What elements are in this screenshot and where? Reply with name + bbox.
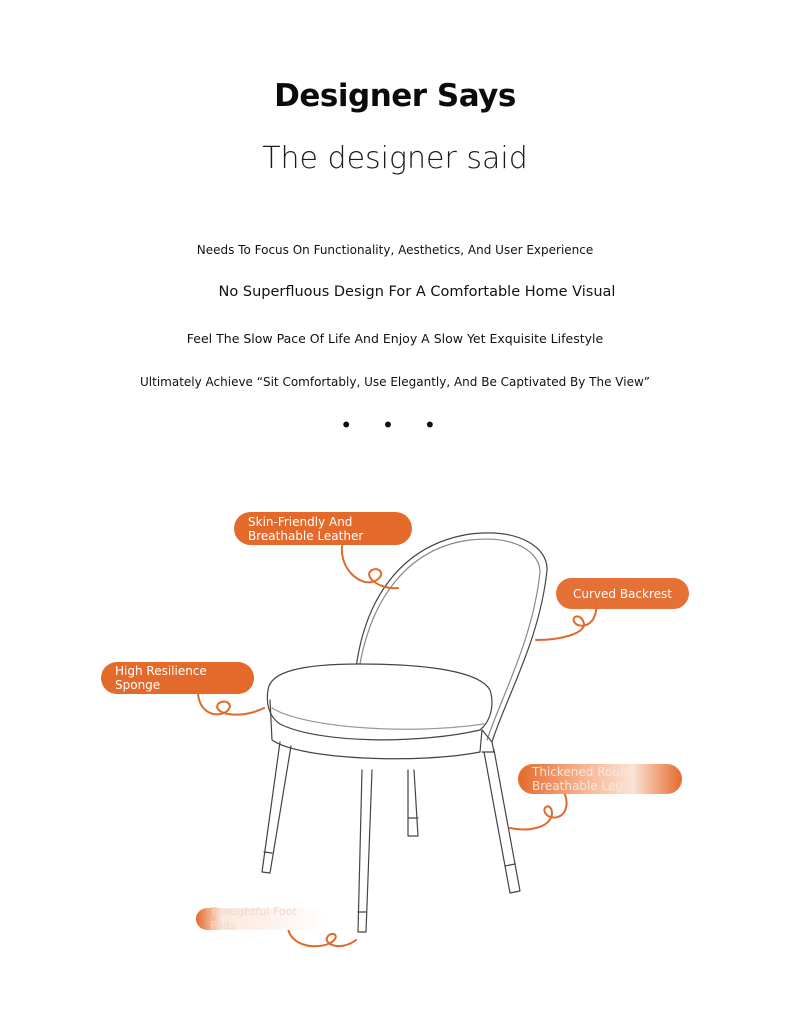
- leader-line-legs: [510, 792, 567, 829]
- callout-legs-label: Thickened Round Breathable Legs: [532, 765, 636, 793]
- back-right-leg: [484, 750, 520, 893]
- callout-sponge-label: High Resilience Sponge: [115, 664, 207, 692]
- statement-line: Feel The Slow Pace Of Life And Enjoy A Slow Yet Exquisite Lifestyle: [186, 331, 604, 346]
- back-left-leg: [408, 770, 418, 836]
- leader-line-sponge: [198, 694, 264, 715]
- callout-backrest-label: Curved Backrest: [573, 586, 672, 601]
- front-left-leg: [262, 742, 291, 873]
- callout-legs: [518, 764, 682, 794]
- callout-foot-pads: [196, 905, 326, 932]
- callout-leather-label: Skin-Friendly And Breathable Leather: [248, 514, 364, 543]
- leader-line-backrest: [536, 604, 596, 640]
- page-subtitle: The designer said: [262, 141, 528, 176]
- page-title: Designer Says: [274, 78, 516, 114]
- statement-line: Needs To Focus On Functionality, Aesthetics, And User Experience: [196, 243, 594, 257]
- callout-sponge: [101, 662, 254, 694]
- ellipsis-dots: • • •: [342, 412, 448, 437]
- statement-line: No Superfluous Design For A Comfortable Home Visual: [218, 284, 616, 300]
- callout-backrest: [556, 578, 689, 609]
- front-right-leg: [358, 770, 372, 932]
- callout-foot-pads-label: Thoughtful Foot Pads: [210, 905, 297, 932]
- leader-line-leather: [342, 546, 398, 588]
- statement-line: Ultimately Achieve “Sit Comfortably, Use Elegantly, And Be Captivated By The View”: [140, 375, 650, 389]
- callout-leather: [234, 512, 412, 545]
